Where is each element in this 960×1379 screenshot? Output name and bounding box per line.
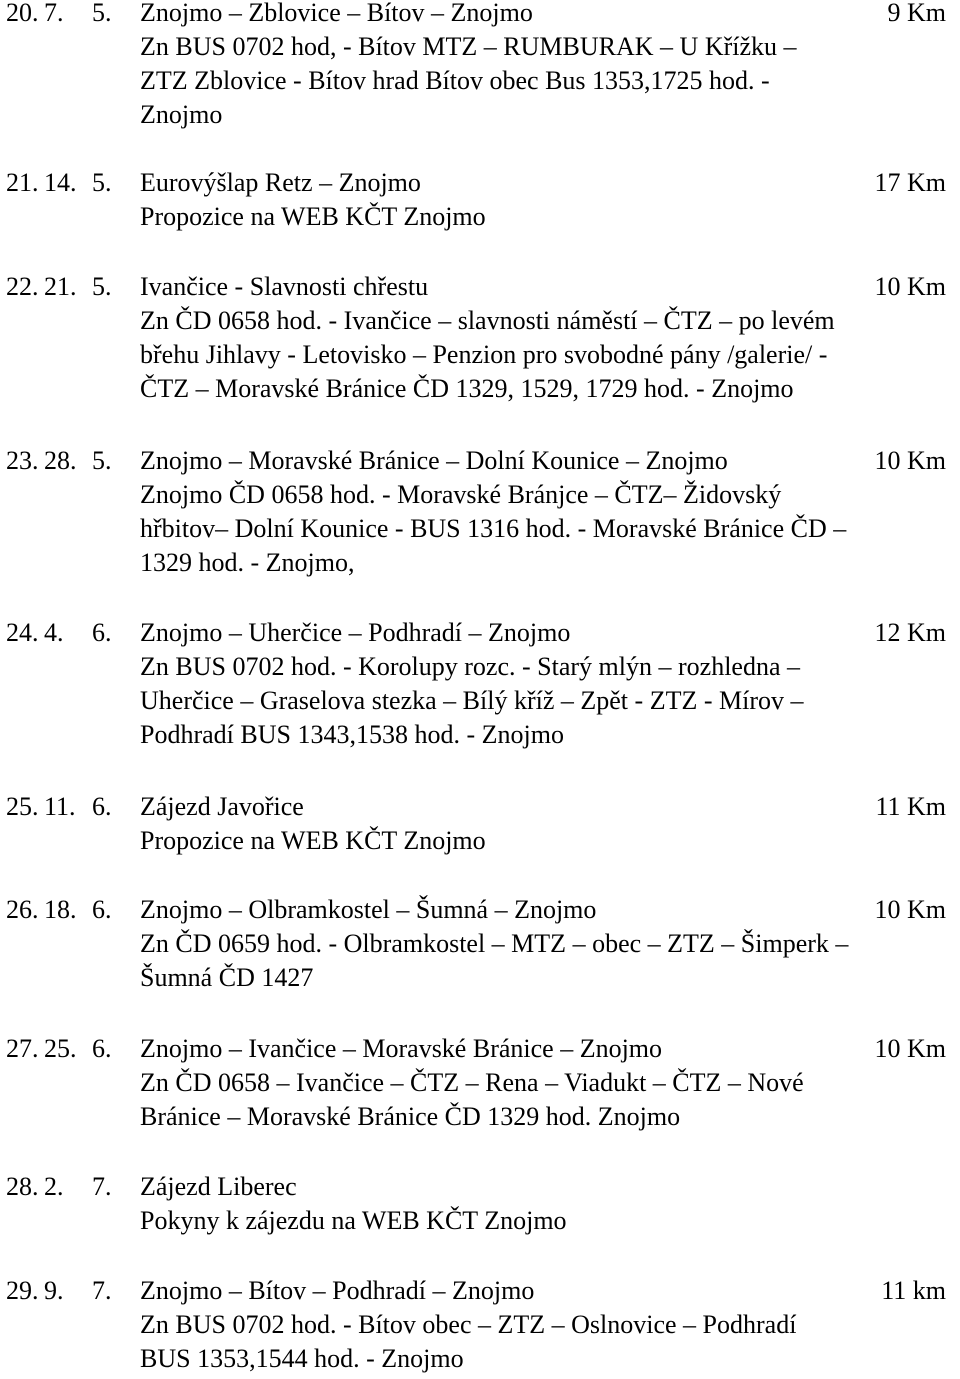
event-description-line: Pokyny k zájezdu na WEB KČT Znojmo — [140, 1206, 567, 1235]
event-number: 25. — [6, 792, 39, 821]
event-month: 5. — [92, 168, 112, 197]
event-day: 11. — [44, 792, 76, 821]
event-description-line: Zn BUS 0702 hod, - Bítov MTZ – RUMBURAK – U Křížku – — [140, 32, 797, 61]
event-title: Ivančice - Slavnosti chřestu — [140, 272, 429, 301]
event-number: 23. — [6, 446, 39, 475]
event-title: Znojmo – Ivančice – Moravské Bránice – Znojmo — [140, 1034, 663, 1063]
event-month: 5. — [92, 0, 112, 27]
event-title: Zájezd Liberec — [140, 1172, 297, 1201]
event-description-line: Šumná ČD 1427 — [140, 963, 314, 992]
event-description-line: Bránice – Moravské Bránice ČD 1329 hod. Znojmo — [140, 1102, 681, 1131]
event-description-line: BUS 1353,1544 hod. - Znojmo — [140, 1344, 464, 1373]
event-description-line: Zn BUS 0702 hod. - Korolupy rozc. - Starý mlýn – rozhledna – — [140, 652, 801, 681]
event-distance: 17 Km — [874, 168, 946, 197]
event-day: 14. — [44, 168, 77, 197]
event-month: 5. — [92, 446, 112, 475]
event-day: 2. — [44, 1172, 64, 1201]
event-month: 6. — [92, 895, 112, 924]
event-title: Znojmo – Olbramkostel – Šumná – Znojmo — [140, 895, 597, 924]
event-number: 27. — [6, 1034, 39, 1063]
event-day: 18. — [44, 895, 77, 924]
event-title: Znojmo – Uherčice – Podhradí – Znojmo — [140, 618, 571, 647]
event-distance: 10 Km — [874, 1034, 946, 1063]
event-day: 4. — [44, 618, 64, 647]
event-description-line: Znojmo — [140, 100, 223, 129]
event-distance: 11 Km — [875, 792, 946, 821]
event-title: Znojmo – Zblovice – Bítov – Znojmo — [140, 0, 533, 27]
event-description-line: hřbitov– Dolní Kounice - BUS 1316 hod. - Moravské Bránice ČD – — [140, 514, 847, 543]
event-description-line: břehu Jihlavy - Letovisko – Penzion pro svobodné pány /galerie/ - — [140, 340, 828, 369]
event-number: 28. — [6, 1172, 39, 1201]
event-number: 29. — [6, 1276, 39, 1305]
event-description-line: Zn ČD 0659 hod. - Olbramkostel – MTZ – obec – ZTZ – Šimperk – — [140, 929, 849, 958]
event-number: 24. — [6, 618, 39, 647]
event-description-line: ČTZ – Moravské Bránice ČD 1329, 1529, 1729 hod. - Znojmo — [140, 374, 794, 403]
event-title: Znojmo – Moravské Bránice – Dolní Kounice – Znojmo — [140, 446, 728, 475]
event-distance: 12 Km — [874, 618, 946, 647]
event-description-line: Zn ČD 0658 hod. - Ivančice – slavnosti náměstí – ČTZ – po levém — [140, 306, 835, 335]
event-day: 28. — [44, 446, 77, 475]
event-description-line: Znojmo ČD 0658 hod. - Moravské Bránjce – ČTZ– Židovský — [140, 480, 782, 509]
event-distance: 9 Km — [887, 0, 946, 27]
event-number: 21. — [6, 168, 39, 197]
event-day: 9. — [44, 1276, 64, 1305]
event-distance: 11 km — [881, 1276, 946, 1305]
event-title: Zájezd Javořice — [140, 792, 304, 821]
event-description-line: Zn ČD 0658 – Ivančice – ČTZ – Rena – Viadukt – ČTZ – Nové — [140, 1068, 804, 1097]
event-number: 20. — [6, 0, 39, 27]
event-month: 7. — [92, 1172, 112, 1201]
event-month: 5. — [92, 272, 112, 301]
event-number: 26. — [6, 895, 39, 924]
event-day: 7. — [44, 0, 64, 27]
event-distance: 10 Km — [874, 895, 946, 924]
event-title: Eurovýšlap Retz – Znojmo — [140, 168, 421, 197]
event-title: Znojmo – Bítov – Podhradí – Znojmo — [140, 1276, 535, 1305]
event-description-line: Podhradí BUS 1343,1538 hod. - Znojmo — [140, 720, 564, 749]
event-distance: 10 Km — [874, 272, 946, 301]
event-number: 22. — [6, 272, 39, 301]
event-description-line: Propozice na WEB KČT Znojmo — [140, 826, 486, 855]
event-month: 7. — [92, 1276, 112, 1305]
event-description-line: Uherčice – Graselova stezka – Bílý kříž – Zpět - ZTZ - Mírov – — [140, 686, 804, 715]
event-description-line: Propozice na WEB KČT Znojmo — [140, 202, 486, 231]
event-description-line: ZTZ Zblovice - Bítov hrad Bítov obec Bus 1353,1725 hod. - — [140, 66, 770, 95]
event-month: 6. — [92, 1034, 112, 1063]
event-month: 6. — [92, 792, 112, 821]
event-description-line: 1329 hod. - Znojmo, — [140, 548, 355, 577]
event-day: 21. — [44, 272, 77, 301]
event-distance: 10 Km — [874, 446, 946, 475]
event-day: 25. — [44, 1034, 77, 1063]
event-description-line: Zn BUS 0702 hod. - Bítov obec – ZTZ – Oslnovice – Podhradí — [140, 1310, 797, 1339]
event-month: 6. — [92, 618, 112, 647]
